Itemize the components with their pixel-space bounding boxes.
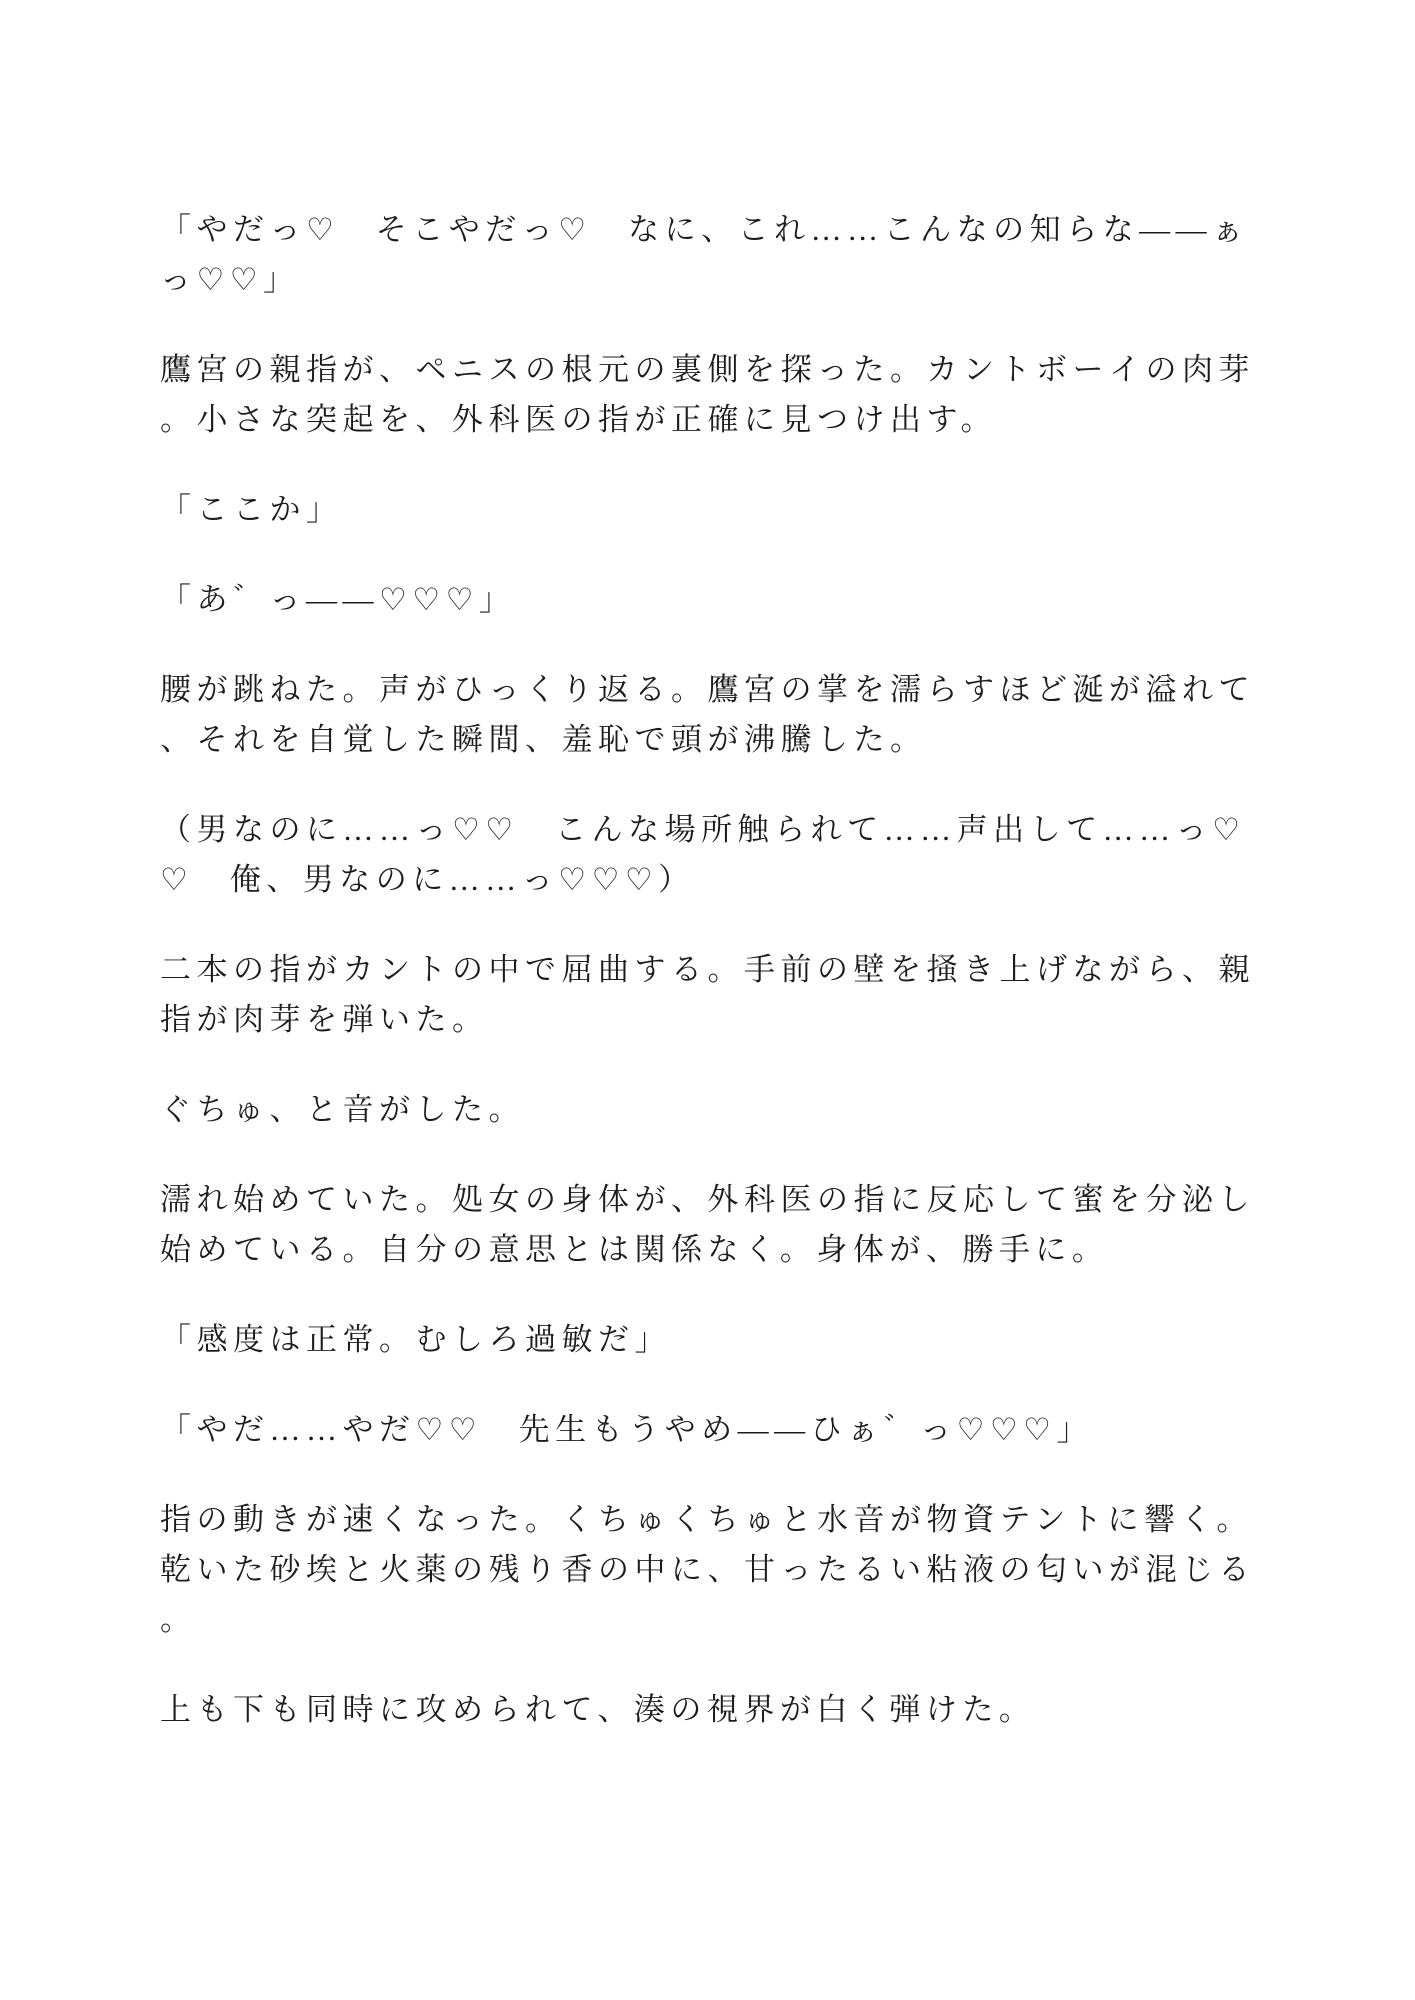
paragraph-dialogue: 「やだっ♡ そこやだっ♡ なに、これ……こんなの知らな——ぁっ♡♡」: [160, 212, 1249, 297]
paragraph-dialogue: 「ここか」: [160, 492, 343, 527]
paragraph-narration: ぐちゅ、と音がした。: [160, 1092, 525, 1127]
paragraph-narration: 腰が跳ねた。声がひっくり返る。鷹宮の掌を濡らすほど涎が溢れて、それを自覚した瞬間、羞恥で頭が沸騰した。: [160, 672, 1255, 757]
story-text-body: [160, 205, 1256, 1735]
paragraph-narration: 二本の指がカントの中で屈曲する。手前の壁を掻き上げながら、親指が肉芽を弾いた。: [160, 952, 1255, 1037]
paragraph-narration: 指の動きが速くなった。くちゅくちゅと水音が物資テントに響く。乾いた砂埃と火薬の残り香の中に、甘ったるい粘液の匂いが混じる。: [160, 1502, 1255, 1637]
paragraph-dialogue: 「あ゛っ——♡♡♡」: [160, 582, 516, 617]
paragraph-narration: 濡れ始めていた。処女の身体が、外科医の指に反応して蜜を分泌し始めている。自分の意思とは関係なく。身体が、勝手に。: [160, 1182, 1255, 1267]
paragraph-dialogue: 「やだ……やだ♡♡ 先生もうやめ——ひぁ゛っ♡♡♡」: [160, 1412, 1093, 1447]
paragraph-narration: 上も下も同時に攻められて、湊の視界が白く弾けた。: [160, 1692, 1036, 1727]
paragraph-narration: 鷹宮の親指が、ペニスの根元の裏側を探った。カントボーイの肉芽。小さな突起を、外科医の指が正確に見つけ出す。: [160, 352, 1255, 437]
paragraph-dialogue: 「感度は正常。むしろ過敏だ」: [160, 1322, 671, 1357]
paragraph-inner-monologue: （男なのに……っ♡♡ こんな場所触られて……声出して……っ♡♡ 俺、男なのに……っ♡♡♡）: [160, 812, 1246, 897]
